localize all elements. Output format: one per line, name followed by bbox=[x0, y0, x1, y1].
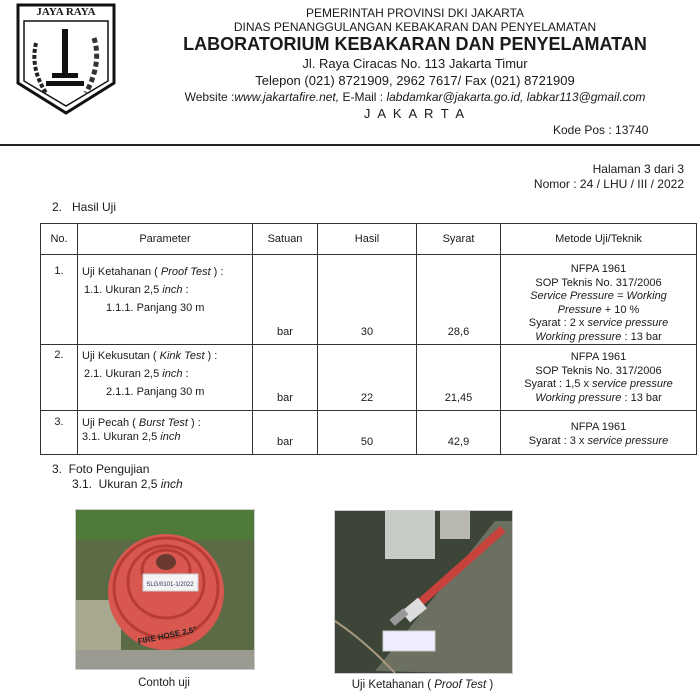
method-text: Syarat : 3 x bbox=[528, 434, 588, 447]
method-text: SOP Teknis No. 317/2006 bbox=[535, 276, 662, 289]
row-result: 30 bbox=[318, 255, 417, 345]
method-text: SOP Teknis No. 317/2006 bbox=[535, 364, 662, 377]
table-row bbox=[41, 255, 697, 345]
row-requirement: 42,9 bbox=[417, 411, 501, 455]
photo-sample-hose bbox=[75, 509, 255, 670]
method-text: NFPA 1961 bbox=[570, 421, 627, 433]
param-text: ) : bbox=[187, 417, 201, 429]
page-number: Halaman 3 dari 3 bbox=[592, 162, 684, 176]
results-table bbox=[40, 223, 697, 455]
param-text: : bbox=[182, 368, 189, 380]
caption-text: ) bbox=[486, 679, 494, 691]
row-requirement: 28,6 bbox=[417, 255, 501, 345]
postal-code: Kode Pos : 13740 bbox=[553, 123, 649, 137]
method-text: : 13 bar bbox=[621, 391, 662, 404]
param-italic: Kink Test bbox=[159, 350, 205, 362]
method-text: NFPA 1961 bbox=[570, 351, 627, 363]
email-links[interactable]: labdamkar@jakarta.go.id, labkar113@gmail.com bbox=[386, 90, 646, 104]
gov-line: PEMERINTAH PROVINSI DKI JAKARTA bbox=[305, 6, 525, 20]
param-italic: inch bbox=[162, 368, 183, 380]
method-italic: Working pressure bbox=[535, 391, 622, 404]
row-unit: bar bbox=[253, 345, 318, 411]
param-italic: inch bbox=[160, 431, 181, 443]
row-parameter bbox=[78, 255, 253, 345]
row-result: 22 bbox=[318, 345, 417, 411]
subheading-italic: inch bbox=[160, 477, 183, 491]
row-parameter bbox=[78, 345, 253, 411]
param-text: ) : bbox=[204, 350, 218, 362]
col-requirement: Syarat bbox=[417, 224, 501, 255]
row-method bbox=[501, 255, 697, 345]
row-no: 2. bbox=[41, 345, 78, 411]
param-italic: Burst Test bbox=[138, 417, 188, 429]
header-divider bbox=[0, 144, 700, 146]
row-no: 1. bbox=[41, 255, 78, 345]
email-label: E-Mail : bbox=[339, 90, 384, 104]
method-text: + 10 % bbox=[601, 303, 640, 316]
method-text: : 13 bar bbox=[621, 330, 662, 343]
method-text: Syarat : 2 x bbox=[528, 317, 588, 329]
caption-text: Uji Ketahanan ( bbox=[351, 679, 435, 691]
method-italic: service pressure bbox=[587, 434, 669, 447]
caption-italic: Proof Test bbox=[434, 679, 487, 691]
row-result: 50 bbox=[318, 411, 417, 455]
method-italic: Service Pressure = Working bbox=[530, 290, 667, 302]
col-unit: Satuan bbox=[253, 224, 318, 255]
method-text: Syarat : 1,5 x bbox=[524, 378, 593, 390]
row-method bbox=[501, 411, 697, 455]
section-results-heading: 2. Hasil Uji bbox=[52, 200, 117, 214]
param-text: Uji Pecah ( bbox=[82, 417, 139, 429]
photo-caption-sample: Contoh uji bbox=[138, 677, 190, 689]
agency-line: DINAS PENANGGULANGAN KEBAKARAN DAN PENYELAMATAN bbox=[233, 20, 597, 34]
row-no: 3. bbox=[41, 411, 78, 455]
photos-subheading bbox=[72, 477, 183, 491]
param-text: 2.1. Ukuran 2,5 bbox=[84, 368, 163, 380]
param-text: 2.1.1. Panjang 30 m bbox=[106, 386, 205, 398]
photo-proof-test bbox=[334, 510, 513, 674]
col-result: Hasil bbox=[318, 224, 417, 255]
website-link[interactable]: www.jakartafire.net, bbox=[234, 90, 340, 104]
photo-caption-proof-test bbox=[320, 679, 525, 691]
website-label: Website : bbox=[184, 90, 235, 104]
phone: Telepon (021) 8721909, 2962 7617/ Fax (021) 8721909 bbox=[255, 73, 575, 88]
method-italic: Working pressure bbox=[535, 330, 622, 343]
row-unit: bar bbox=[253, 411, 318, 455]
contact-line bbox=[130, 90, 700, 104]
city: J A K A R T A bbox=[363, 106, 467, 121]
jakarta-emblem-logo bbox=[16, 3, 116, 115]
row-requirement: 21,45 bbox=[417, 345, 501, 411]
param-text: ) : bbox=[210, 266, 224, 278]
section-photos-heading: 3. Foto Pengujian bbox=[52, 462, 150, 476]
method-italic: service pressure bbox=[587, 317, 669, 329]
method-text: NFPA 1961 bbox=[570, 263, 627, 275]
param-text: Uji Ketahanan ( bbox=[82, 266, 161, 278]
table-row bbox=[41, 411, 697, 455]
method-italic: Pressure bbox=[557, 303, 602, 316]
param-text: 3.1. Ukuran 2,5 bbox=[82, 431, 161, 443]
address: Jl. Raya Ciracas No. 113 Jakarta Timur bbox=[302, 56, 528, 71]
param-text: Uji Kekusutan ( bbox=[82, 350, 160, 362]
hose-print: FIRE HOSE 2,5" bbox=[137, 624, 198, 647]
table-header-row bbox=[41, 224, 697, 255]
method-italic: service pressure bbox=[592, 378, 673, 390]
param-italic: inch bbox=[162, 284, 183, 296]
col-method: Metode Uji/Teknik bbox=[501, 224, 697, 255]
col-parameter: Parameter bbox=[78, 224, 253, 255]
row-method bbox=[501, 345, 697, 411]
document-number: Nomor : 24 / LHU / III / 2022 bbox=[533, 177, 684, 191]
subheading-text: 3.1. Ukuran 2,5 bbox=[72, 477, 161, 491]
logo-text: JAYA RAYA bbox=[36, 6, 96, 18]
sample-label: SLG/0101-1/2022 bbox=[146, 582, 194, 588]
table-row bbox=[41, 345, 697, 411]
row-parameter bbox=[78, 411, 253, 455]
param-text: : bbox=[182, 284, 189, 296]
param-text: 1.1. Ukuran 2,5 bbox=[84, 284, 163, 296]
param-text: 1.1.1. Panjang 30 m bbox=[106, 302, 205, 314]
param-italic: Proof Test bbox=[160, 266, 211, 278]
row-unit: bar bbox=[253, 255, 318, 345]
col-no: No. bbox=[41, 224, 78, 255]
lab-title: LABORATORIUM KEBAKARAN DAN PENYELAMATAN bbox=[183, 34, 647, 54]
